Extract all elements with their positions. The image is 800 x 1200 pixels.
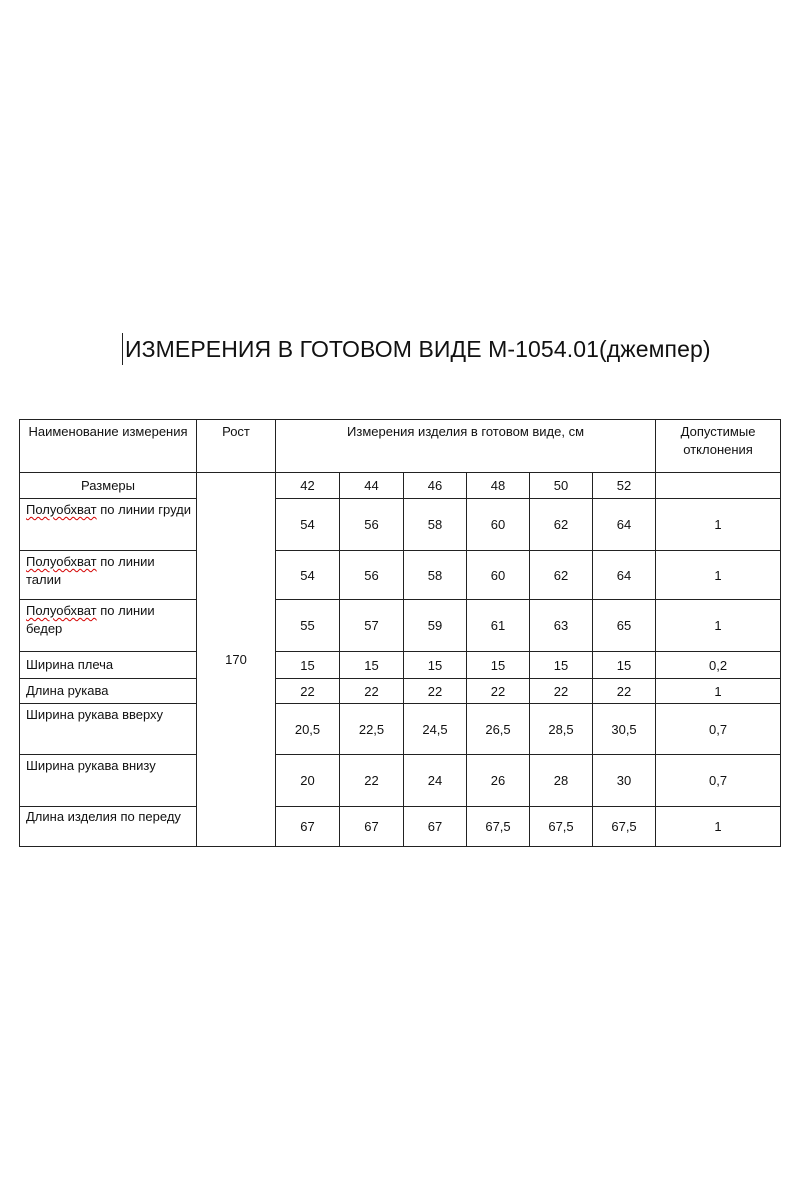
table-row [20, 704, 781, 755]
row-name-marked: Полуобхват [26, 554, 97, 569]
size-cell: 52 [593, 473, 656, 499]
value-cell: 62 [530, 499, 593, 551]
row-name [20, 807, 197, 847]
value-cell: 28 [530, 755, 593, 807]
value-cell: 22 [467, 679, 530, 704]
value-cell: 15 [276, 652, 340, 679]
value-cell: 15 [467, 652, 530, 679]
row-name-rest: по линии груди [96, 502, 192, 517]
row-name [20, 652, 197, 679]
value-cell: 26 [467, 755, 530, 807]
tolerance-cell: 0,7 [656, 704, 781, 755]
value-cell: 30 [593, 755, 656, 807]
value-cell: 67 [404, 807, 467, 847]
value-cell: 22,5 [340, 704, 404, 755]
row-name-rest: по линии бедер [26, 603, 155, 636]
value-cell: 64 [593, 499, 656, 551]
value-cell: 67,5 [530, 807, 593, 847]
value-cell: 65 [593, 600, 656, 652]
row-name-rest: по линии талии [26, 554, 155, 587]
table-row [20, 499, 781, 551]
row-name-rest: Ширина рукава внизу [26, 758, 156, 773]
row-name [20, 755, 197, 807]
row-name-rest: Ширина плеча [26, 657, 114, 672]
measurements-table [19, 419, 781, 847]
value-cell: 22 [340, 755, 404, 807]
value-cell: 56 [340, 551, 404, 600]
value-cell: 15 [530, 652, 593, 679]
value-cell: 15 [404, 652, 467, 679]
value-cell: 22 [404, 679, 467, 704]
value-cell: 24 [404, 755, 467, 807]
value-cell: 64 [593, 551, 656, 600]
value-cell: 22 [593, 679, 656, 704]
value-cell: 60 [467, 499, 530, 551]
header-row [20, 420, 781, 473]
row-name-rest: Длина изделия по переду [26, 809, 181, 824]
row-name [20, 551, 197, 600]
table-row [20, 807, 781, 847]
value-cell: 15 [340, 652, 404, 679]
tolerance-cell: 1 [656, 551, 781, 600]
value-cell: 67 [276, 807, 340, 847]
row-name [20, 600, 197, 652]
tolerance-cell: 1 [656, 499, 781, 551]
row-name-marked: Полуобхват [26, 502, 97, 517]
value-cell: 67,5 [593, 807, 656, 847]
row-name-rest: Длина рукава [26, 683, 109, 698]
value-cell: 67,5 [467, 807, 530, 847]
table-row [20, 755, 781, 807]
table-row [20, 551, 781, 600]
tolerance-cell: 0,2 [656, 652, 781, 679]
header-tolerance: Допустимые отклонения [656, 420, 781, 473]
value-cell: 24,5 [404, 704, 467, 755]
row-name [20, 499, 197, 551]
value-cell: 20,5 [276, 704, 340, 755]
value-cell: 22 [530, 679, 593, 704]
header-name: Наименование измерения [20, 420, 197, 473]
value-cell: 30,5 [593, 704, 656, 755]
value-cell: 58 [404, 551, 467, 600]
value-cell: 22 [276, 679, 340, 704]
tolerance-cell: 0,7 [656, 755, 781, 807]
value-cell: 55 [276, 600, 340, 652]
tolerance-cell: 1 [656, 679, 781, 704]
value-cell: 61 [467, 600, 530, 652]
value-cell: 28,5 [530, 704, 593, 755]
table-row [20, 679, 781, 704]
sizes-label: Размеры [20, 473, 197, 499]
row-name-marked: Полуобхват [26, 603, 97, 618]
document-title: ИЗМЕРЕНИЯ В ГОТОВОМ ВИДЕ М-1054.01(джемпер) [122, 333, 711, 365]
sizes-tolerance-empty [656, 473, 781, 499]
row-name [20, 679, 197, 704]
table-row [20, 652, 781, 679]
table-row [20, 600, 781, 652]
value-cell: 59 [404, 600, 467, 652]
value-cell: 57 [340, 600, 404, 652]
value-cell: 63 [530, 600, 593, 652]
header-measures: Измерения изделия в готовом виде, см [276, 420, 656, 473]
value-cell: 56 [340, 499, 404, 551]
size-cell: 50 [530, 473, 593, 499]
value-cell: 20 [276, 755, 340, 807]
height-value: 170 [197, 473, 276, 847]
value-cell: 60 [467, 551, 530, 600]
value-cell: 62 [530, 551, 593, 600]
tolerance-cell: 1 [656, 600, 781, 652]
sizes-row [20, 473, 781, 499]
size-cell: 48 [467, 473, 530, 499]
value-cell: 58 [404, 499, 467, 551]
value-cell: 22 [340, 679, 404, 704]
value-cell: 54 [276, 551, 340, 600]
tolerance-cell: 1 [656, 807, 781, 847]
value-cell: 26,5 [467, 704, 530, 755]
size-cell: 44 [340, 473, 404, 499]
size-cell: 46 [404, 473, 467, 499]
row-name-rest: Ширина рукава вверху [26, 707, 164, 722]
value-cell: 15 [593, 652, 656, 679]
size-cell: 42 [276, 473, 340, 499]
value-cell: 54 [276, 499, 340, 551]
header-height: Рост [197, 420, 276, 473]
value-cell: 67 [340, 807, 404, 847]
row-name [20, 704, 197, 755]
